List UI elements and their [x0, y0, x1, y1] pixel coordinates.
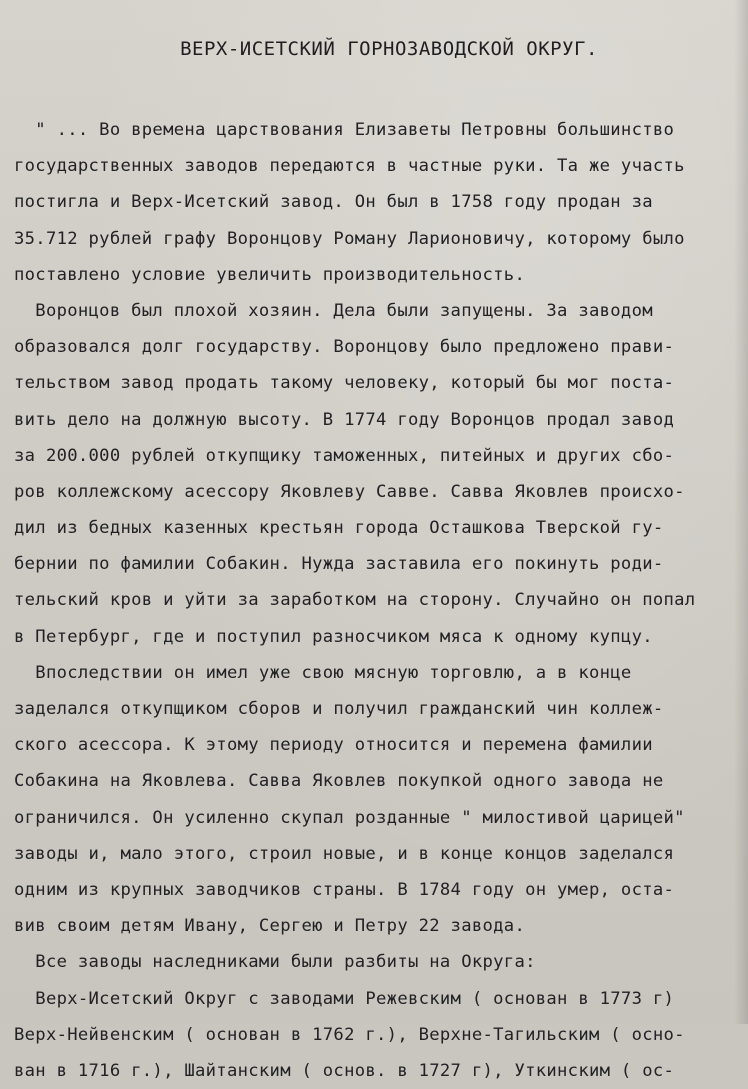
page-edge-shadow [734, 0, 748, 1024]
page-title: ВЕРХ-ИСЕТСКИЙ ГОРНОЗАВОДСКОЙ ОКРУГ. [180, 38, 598, 60]
text-line: образовался долг государству. Воронцову было предложено прави- [14, 337, 675, 358]
text-line: Верх-Исетский Округ с заводами Режевским ( основан в 1773 г) [14, 988, 675, 1009]
body-text [14, 112, 744, 1089]
text-line: ван в 1716 г.), Шайтанским ( основ. в 1727 г), Уткинским ( ос- [14, 1060, 675, 1081]
text-line: поставлено условие увеличить производительность. [14, 264, 526, 285]
text-line: бернии по фамилии Собакин. Нужда заставила его покинуть роди- [14, 554, 664, 575]
text-line: заделался откупщиком сборов и получил гражданский чин коллеж- [14, 699, 664, 719]
text-line: постигла и Верх-Исетский завод. Он был в 1758 году продан за [14, 192, 653, 213]
text-line: вить дело на должную высоту. В 1774 году Воронцов продал завод [14, 409, 675, 430]
text-line: Впоследствии он имел уже свою мясную торговлю, а в конце [14, 662, 632, 683]
text-line: заводы и, мало этого, строил новые, и в конце концов заделался [14, 843, 675, 864]
text-line: Все заводы наследниками были разбиты на Округа: [14, 952, 536, 973]
text-line: ограничился. Он усиленно скупал розданные " милостивой царицей" [14, 807, 685, 828]
text-line: " ... Во времена царствования Елизаветы Петровны большинство [14, 120, 675, 140]
text-line: одним из крупных заводчиков страны. В 1784 году он умер, оста- [14, 879, 675, 900]
text-line: Верх-Нейвенским ( основан в 1762 г.), Верхне-Тагильским ( осно- [14, 1024, 685, 1045]
text-line: ского асессора. К этому периоду относится и перемена фамилии [14, 735, 653, 756]
text-line: тельством завод продать такому человеку, который бы мог поста- [14, 373, 675, 394]
text-line: дил из бедных казенных крестьян города Осташкова Тверской гу- [14, 518, 664, 539]
text-line: вив своим детям Ивану, Сергею и Петру 22 завода. [14, 916, 526, 937]
text-line: Воронцов был плохой хозяин. Дела были запущены. За заводом [14, 300, 653, 321]
text-line: ров коллежскому асессору Яковлеву Савве. Савва Яковлев происхо- [14, 481, 685, 502]
text-line: в Петербург, где и поступил разносчиком мяса к одному купцу. [14, 626, 653, 647]
text-line: 35.712 рублей графу Воронцову Роману Ларионовичу, которому было [14, 228, 685, 249]
text-line: за 200.000 рублей откупщику таможенных, питейных и других сбо- [14, 445, 675, 466]
text-line: тельский кров и уйти за заработком на сторону. Случайно он попал [14, 590, 696, 611]
text-line: Собакина на Яковлева. Савва Яковлев покупкой одного завода не [14, 771, 664, 792]
text-line: государственных заводов передаются в частные руки. Та же участь [14, 156, 685, 177]
